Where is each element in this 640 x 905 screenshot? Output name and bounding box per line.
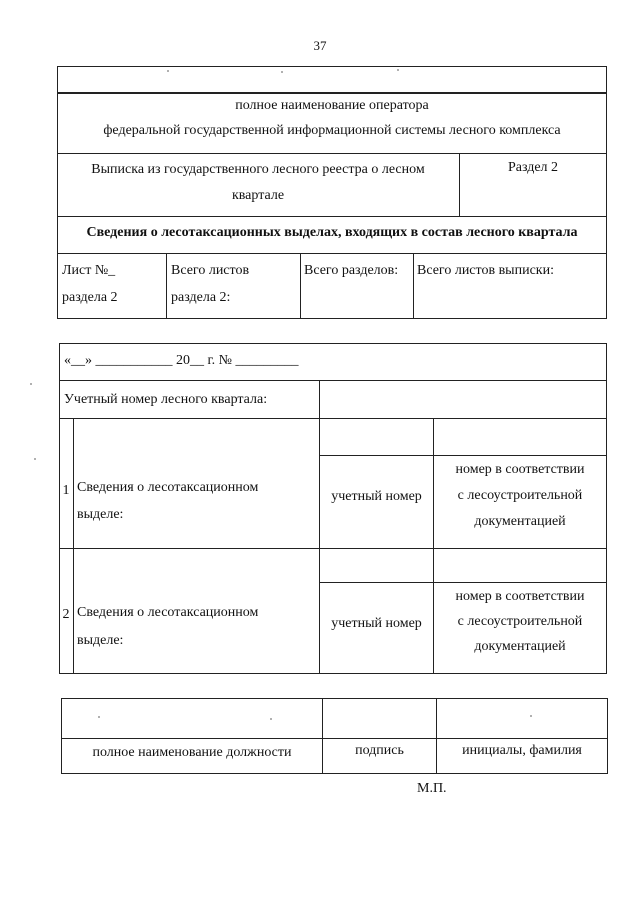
scan-speck <box>270 718 272 720</box>
table-border <box>57 216 607 217</box>
total-sheets-label-1: Всего листов <box>171 263 250 278</box>
table-border <box>73 418 74 673</box>
page-number: 37 <box>313 38 327 53</box>
table-border <box>59 548 607 549</box>
sheet-number-label-1: Лист №_ <box>62 263 116 278</box>
table-border <box>166 253 167 318</box>
total-sections-label: Всего разделов: <box>304 263 399 278</box>
sheet-number-label-2: раздела 2 <box>62 290 118 305</box>
signature-caption: подпись <box>355 743 404 758</box>
table-border <box>59 673 607 674</box>
doc-number-caption-2: с лесоустроительной <box>457 614 583 629</box>
row-label-line-1: Сведения о лесотаксационном <box>77 605 259 620</box>
table-border <box>57 66 607 67</box>
row-label-line-1: Сведения о лесотаксационном <box>77 480 259 495</box>
stamp-place-label: М.П. <box>417 781 447 796</box>
scan-speck <box>167 70 169 72</box>
scan-speck <box>30 383 32 385</box>
table-border <box>606 343 607 673</box>
table-border <box>607 698 608 773</box>
date-number-line: «__» ___________ 20__ г. № _________ <box>64 353 299 368</box>
table-border <box>300 253 301 318</box>
extract-title-line-2: квартале <box>231 188 285 203</box>
position-caption: полное наименование должности <box>92 745 292 760</box>
row-index: 1 <box>62 483 70 498</box>
extract-title-line-1: Выписка из государственного лесного реестра о лесном <box>91 162 425 177</box>
doc-number-caption-1: номер в соответствии <box>455 462 585 477</box>
table-border <box>59 380 607 381</box>
table-border <box>57 253 607 254</box>
name-caption: инициалы, фамилия <box>462 743 582 758</box>
scan-speck <box>281 71 283 73</box>
total-sheets-label-2: раздела 2: <box>171 290 231 305</box>
table-border <box>319 455 607 456</box>
table-border <box>61 698 608 699</box>
table-border <box>57 153 607 154</box>
section-heading: Сведения о лесотаксационных выделах, входящих в состав лесного квартала <box>86 225 578 240</box>
row-label-line-2: выделе: <box>77 507 124 522</box>
scan-speck <box>397 69 399 71</box>
doc-number-caption-3: документацией <box>474 514 566 529</box>
operator-name-caption-2: федеральной государственной информационной системы лесного комплекса <box>103 123 561 138</box>
account-number-caption: учетный номер <box>331 616 422 631</box>
table-border <box>319 582 607 583</box>
account-number-caption: учетный номер <box>331 489 422 504</box>
table-border <box>59 418 607 419</box>
quarter-account-number-label: Учетный номер лесного квартала: <box>64 392 268 407</box>
doc-number-caption-2: с лесоустроительной <box>457 488 583 503</box>
doc-number-caption-3: документацией <box>474 639 566 654</box>
table-border <box>413 253 414 318</box>
scan-speck <box>530 715 532 717</box>
operator-name-caption-1: полное наименование оператора <box>235 98 429 113</box>
total-extract-sheets-label: Всего листов выписки: <box>417 263 554 278</box>
table-border <box>61 773 608 774</box>
row-index: 2 <box>62 607 70 622</box>
row-label-line-2: выделе: <box>77 633 124 648</box>
section-label: Раздел 2 <box>507 160 559 175</box>
scan-speck <box>98 716 100 718</box>
table-border <box>57 318 607 319</box>
doc-number-caption-1: номер в соответствии <box>455 589 585 604</box>
scan-speck <box>34 458 36 460</box>
table-border <box>59 343 607 344</box>
